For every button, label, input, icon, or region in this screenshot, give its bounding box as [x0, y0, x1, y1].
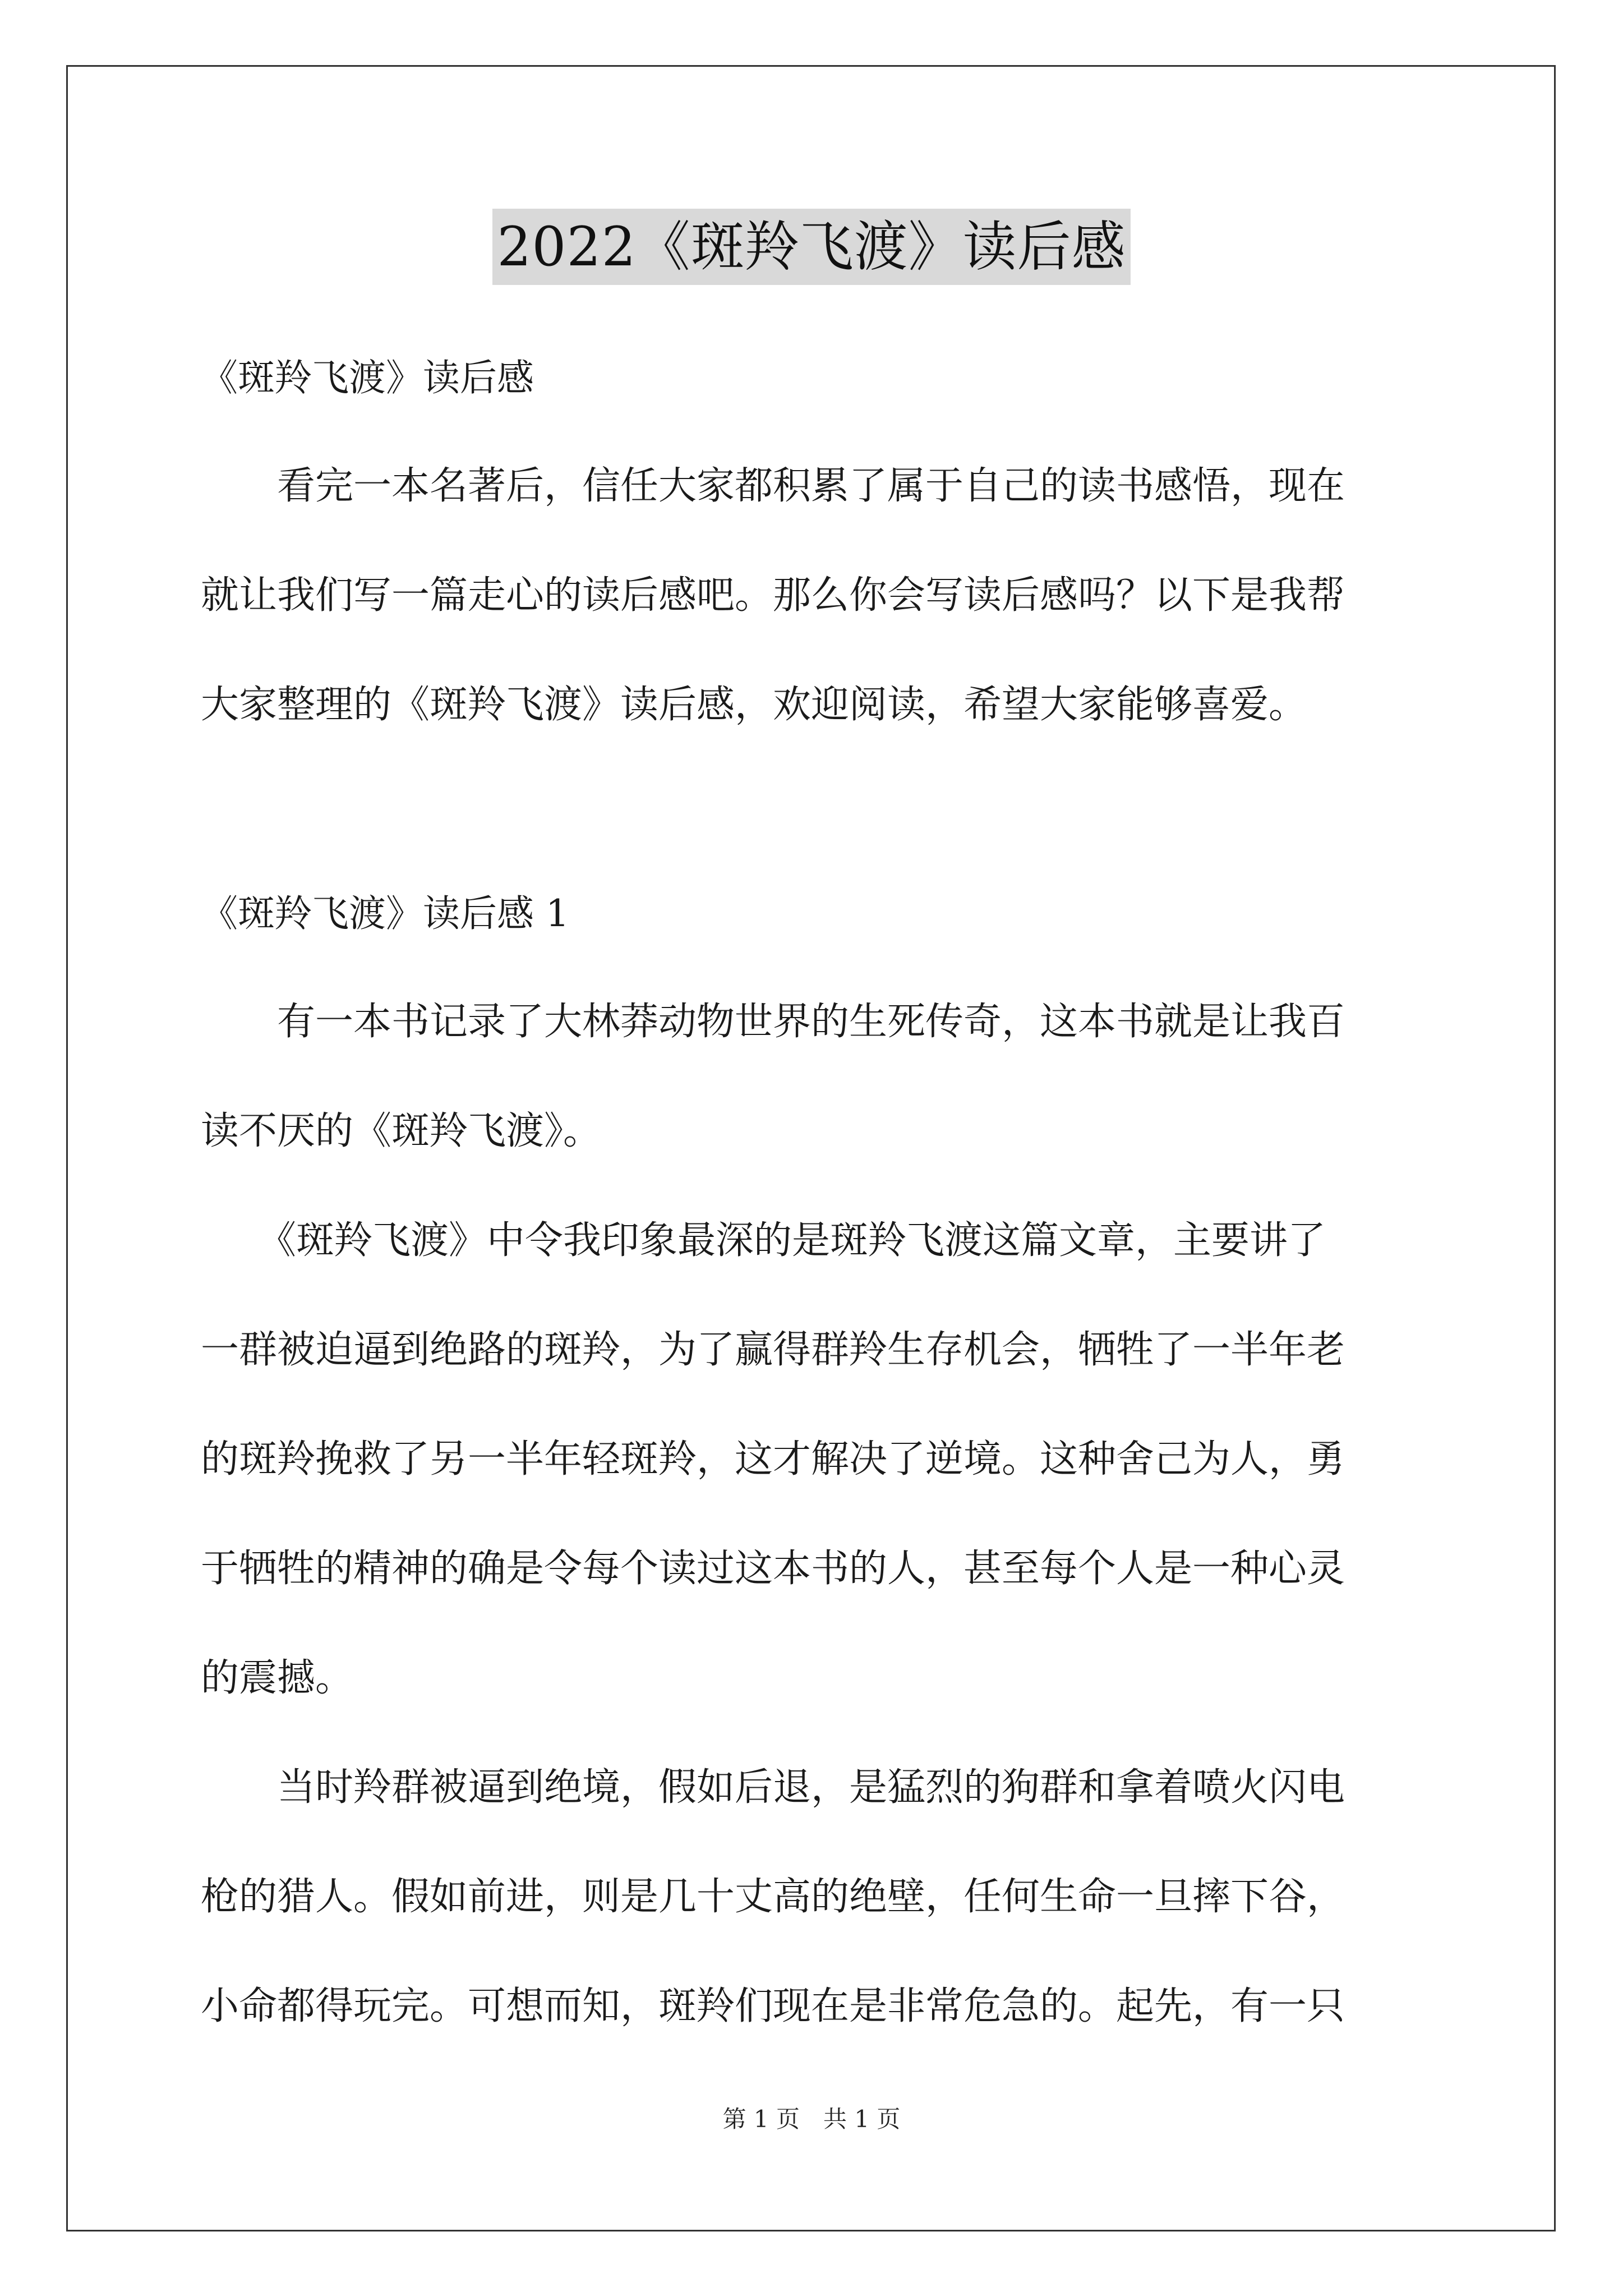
- body-line: 小命都得玩完。可想而知，斑羚们现在是非常危急的。起先，有一只: [201, 1984, 1345, 2028]
- body-line: 的斑羚挽救了另一半年轻斑羚，这才解决了逆境。这种舍己为人，勇: [201, 1437, 1345, 1481]
- body-line: 有一本书记录了大林莽动物世界的生死传奇，这本书就是让我百: [201, 1000, 1345, 1044]
- body-line: 读不厌的《斑羚飞渡》。: [201, 1109, 602, 1153]
- page-footer: 第 1 页 共 1 页: [722, 2105, 901, 2133]
- section-heading: 《斑羚飞渡》读后感 1: [201, 892, 569, 935]
- body-line: 枪的猎人。假如前进，则是几十丈高的绝壁，任何生命一旦摔下谷，: [201, 1875, 1345, 1919]
- body-line: 一群被迫逼到绝路的斑羚，为了赢得群羚生存机会，牺牲了一半年老: [201, 1328, 1345, 1372]
- document-title: 2022《斑羚飞渡》读后感: [492, 209, 1130, 285]
- intro-line: 大家整理的《斑羚飞渡》读后感，欢迎阅读，希望大家能够喜爱。: [201, 683, 1307, 727]
- body-line: 于牺牲的精神的确是令每个读过这本书的人，甚至每个人是一种心灵: [201, 1547, 1345, 1591]
- body-line: 《斑羚飞渡》中令我印象最深的是斑羚飞渡这篇文章，主要讲了: [201, 1218, 1326, 1263]
- title-wrapper: [0, 209, 1623, 285]
- intro-line: 看完一本名著后，信任大家都积累了属于自己的读书感悟，现在: [201, 464, 1345, 508]
- body-line: 的震撼。: [201, 1656, 354, 1700]
- intro-line: 就让我们写一篇走心的读后感吧。那么你会写读后感吗？以下是我帮: [201, 573, 1345, 618]
- body-line: 当时羚群被逼到绝境，假如后退，是猛烈的狗群和拿着喷火闪电: [201, 1765, 1345, 1810]
- intro-heading: 《斑羚飞渡》读后感: [201, 356, 534, 399]
